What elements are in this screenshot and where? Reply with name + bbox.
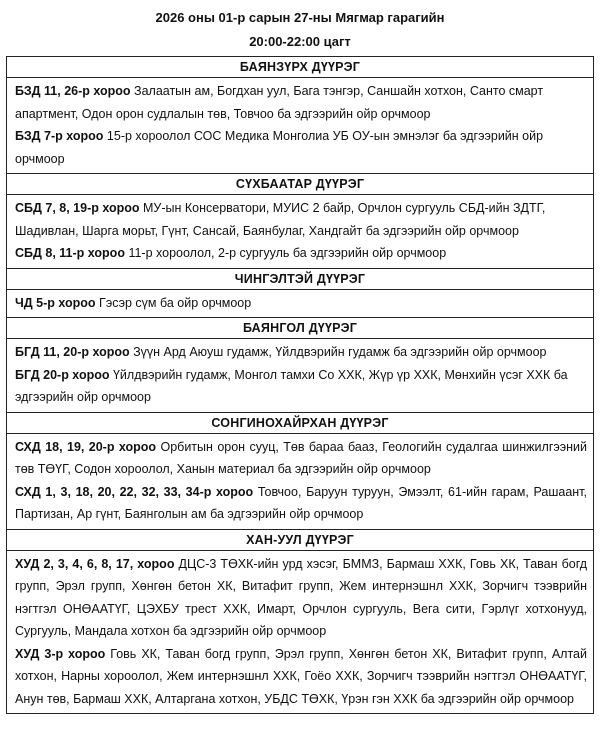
entry-code: СХД 18, 19, 20-р хороо bbox=[15, 439, 157, 454]
district-body bbox=[7, 290, 593, 318]
entry-code: БГД 20-р хороо bbox=[15, 367, 110, 382]
entry-text: Залаатын ам, Богдхан уул, Бага тэнгэр, Саншайн хотхон, Санто смарт апартмент, Одон орон судлалын төв, Товчоо ба эдгээрийн ойр орчмоор bbox=[15, 84, 544, 121]
district-heading: ЧИНГЭЛТЭЙ ДҮҮРЭГ bbox=[7, 269, 593, 290]
entry-text: Товчоо, Баруун туруун, Эмээлт, 61-ийн гарам, Рашаант, Партизан, Ар гүнт, Баянголын ам ба эдгээрийн ойр орчмоор bbox=[15, 484, 587, 521]
district-entry bbox=[15, 242, 587, 265]
entry-code: БГД 11, 20-р хороо bbox=[15, 345, 130, 359]
entry-code: ЧД 5-р хороо bbox=[15, 295, 96, 310]
district-entry bbox=[15, 364, 587, 409]
entry-code: СБД 8, 11-р хороо bbox=[15, 246, 125, 260]
entry-code: ХУД 3-р хороо bbox=[15, 646, 106, 661]
entry-text: МУ-ын Консерватори, МУИС 2 байр, Орчлон сургууль СБД-ийн ЗДТГ, Шадивлан, Шарга морьт, Гүнт, Сансай, Баянбулаг, Хандгайт ба эдгээрийн ойр орчмоор bbox=[15, 201, 546, 238]
district-section-khan-uul bbox=[7, 529, 593, 714]
district-heading: СОНГИНОХАЙРХАН ДҮҮРЭГ bbox=[7, 413, 593, 434]
district-entry bbox=[15, 553, 587, 643]
district-heading: ХАН-УУЛ ДҮҮРЭГ bbox=[7, 530, 593, 551]
entry-text: Гэсэр сүм ба ойр орчмоор bbox=[95, 295, 252, 310]
time-line: 20:00-22:00 цагт bbox=[249, 34, 351, 49]
district-body bbox=[7, 78, 593, 173]
district-section-bayanzurkh bbox=[7, 57, 593, 173]
entry-text: 11-р хороолол, 2-р сургууль ба эдгээрийн ойр орчмоор bbox=[124, 246, 447, 260]
district-entry bbox=[15, 481, 587, 526]
district-body bbox=[7, 195, 593, 268]
entry-text: ДЦС-3 ТӨХК-ийн урд хэсэг, БММЗ, Бармаш ХХК, Говь ХК, Таван богд групп, Эрэл групп, Хөнгөн бетон ХК, Витафит групп, Жем интернэшнл ХХК, Зорчигч тээврийн нэгтгэл ОНӨААТҮГ, ЦЭХБУ трест ХХК, Имарт, Орчлон сургууль, Вега сити, Гэрлүг хотхонууд, Сургууль, Мандала хотхон ба эдгээрийн ойр орчмоор bbox=[15, 556, 587, 638]
district-body bbox=[7, 339, 593, 412]
entry-code: СБД 7, 8, 19-р хороо bbox=[15, 201, 140, 215]
entry-code: СХД 1, 3, 18, 20, 22, 32, 33, 34-р хороо bbox=[15, 484, 254, 499]
entry-code: ХУД 2, 3, 4, 6, 8, 17, хороо bbox=[15, 556, 175, 571]
district-section-songinokhairkhan bbox=[7, 412, 593, 529]
district-body bbox=[7, 551, 593, 714]
district-entry bbox=[15, 292, 587, 315]
district-entry bbox=[15, 80, 587, 125]
district-entry bbox=[15, 341, 587, 364]
date-line: 2026 оны 01-р сарын 27-ны Мягмар гарагийн bbox=[155, 10, 445, 25]
district-entry bbox=[15, 197, 587, 242]
district-heading: БАЯНГОЛ ДҮҮРЭГ bbox=[7, 318, 593, 339]
district-section-bayangol bbox=[7, 317, 593, 412]
district-heading: БАЯНЗҮРХ ДҮҮРЭГ bbox=[7, 57, 593, 78]
district-entry bbox=[15, 125, 587, 170]
district-entry bbox=[15, 643, 587, 711]
outage-table bbox=[6, 56, 594, 714]
entry-code: БЗД 11, 26-р хороо bbox=[15, 84, 131, 98]
district-body bbox=[7, 434, 593, 529]
district-entry bbox=[15, 436, 587, 481]
entry-text: Орбитын орон сууц, Төв бараа бааз, Геологийн судалгаа шинжилгээний төв ТӨҮГ, Содон хороолол, Ханын материал ба эдгээрийн ойр орчмоор bbox=[15, 439, 588, 476]
entry-code: БЗД 7-р хороо bbox=[15, 129, 104, 143]
entry-text: Говь ХК, Таван богд групп, Эрэл групп, Хөнгөн бетон ХК, Витафит групп, Алтай хотхон, Нарны хороолол, Жем интернэшнл ХХК, Гоёо ХХК, Зорчигч тээврийн нэгтгэл ОНӨААТҮГ, Анун төв, Бармаш ХХК, Алтаргана хотхон, УБДС ТӨХК, Үрэн гэн ХХК ба эдгээрийн ойр орчмоор bbox=[15, 646, 587, 706]
district-heading: СҮХБААТАР ДҮҮРЭГ bbox=[7, 174, 593, 195]
entry-text: 15-р хороолол СОС Медика Монголиа УБ ОУ-ын эмнэлэг ба эдгээрийн ойр орчмоор bbox=[15, 129, 544, 166]
district-section-sukhbaatar bbox=[7, 173, 593, 268]
district-section-chingeltei bbox=[7, 268, 593, 318]
entry-text: Зүүн Ард Аюуш гудамж, Үйлдвэрийн гудамж ба эдгээрийн ойр орчмоор bbox=[129, 345, 547, 359]
entry-text: Үйлдвэрийн гудамж, Монгол тамхи Со ХХК, Жүр үр ХХК, Мөнхийн үсэг ХХК ба эдгээрийн ойр орчмоор bbox=[15, 367, 568, 404]
